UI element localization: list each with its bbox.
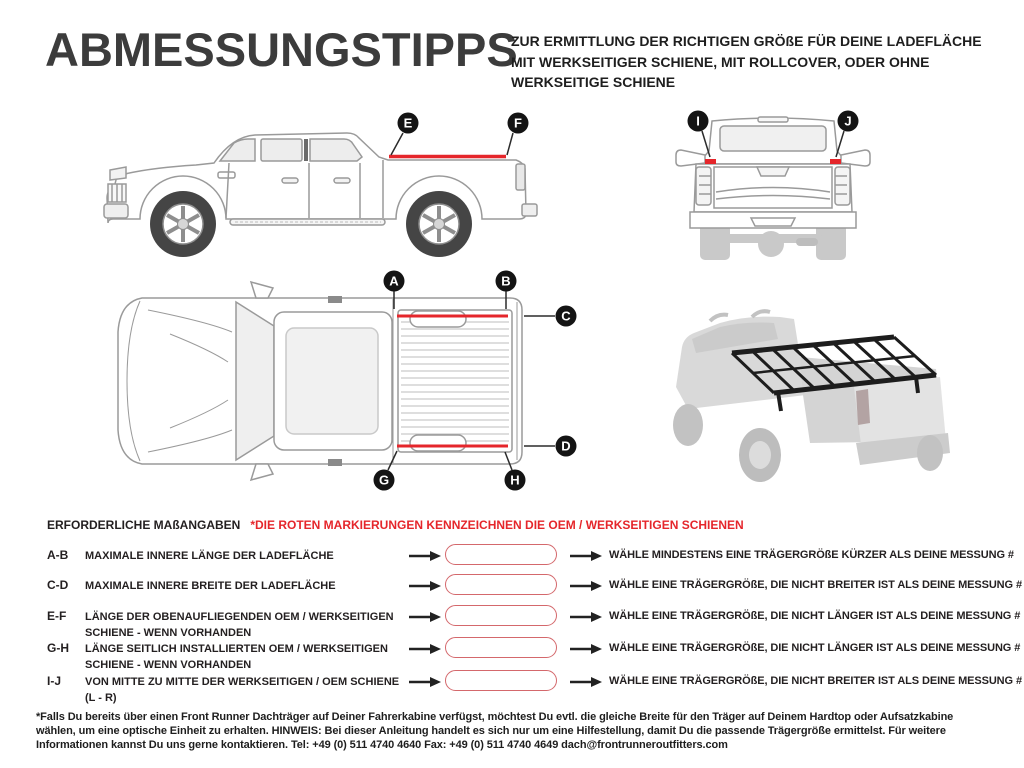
svg-text:F: F [514, 115, 522, 131]
measurement-id: G-H [47, 641, 69, 655]
rear-wheel [406, 191, 472, 257]
measurement-id: E-F [47, 609, 67, 623]
svg-text:H: H [510, 472, 520, 488]
marker-c [524, 306, 577, 327]
footnote: *Falls Du bereits über einen Front Runner Dachträger auf Deiner Fahrerkabine verfügst, möchtest Du evtl. die gleiche Breite für den Träger auf Deinem Hardtop oder Aufsatzkabine wählen, um eine optische Einheit zu erhalten. HINWEIS: Bei dieser Anleitung handelt es sich nur um eine Hilfestellung, damit Du die passende Trägergröße ermittelst. Für weitere Informationen kannst Du uns gerne kontaktieren. Tel: +49 (0) 511 4740 4640 Fax: +49 (0) 511 4740 4649 dach@frontrunneroutfitters.com [36, 711, 954, 751]
pickup-rear-view-illustration [658, 106, 888, 266]
svg-text:A: A [389, 273, 399, 289]
arrow-right-icon [569, 676, 603, 688]
measurement-label: VON MITTE ZU MITTE DER WERKSEITIGEN / OEM SCHIENE (L - R) [85, 676, 400, 704]
marker-d [524, 436, 577, 457]
marker-e [391, 113, 419, 156]
measurement-value-field[interactable] [445, 605, 557, 626]
svg-text:C: C [561, 308, 571, 324]
arrow-right-icon [408, 643, 442, 655]
arrow-right-icon [408, 580, 442, 592]
marker-f [507, 113, 529, 156]
front-wheel [150, 191, 216, 257]
truck-body [676, 117, 870, 228]
arrow-right-icon [569, 643, 603, 655]
measurement-id: A-B [47, 548, 69, 562]
measurement-instruction: WÄHLE EINE TRÄGERGRÖßE, DIE NICHT BREITER IST ALS DEINE MESSUNG # [609, 579, 1022, 591]
marker-i [688, 111, 711, 158]
measurement-id: I-J [47, 674, 62, 688]
svg-text:D: D [561, 438, 571, 454]
measurement-value-field[interactable] [445, 574, 557, 595]
measurement-value-field[interactable] [445, 670, 557, 691]
arrow-right-icon [569, 550, 603, 562]
measurement-label: MAXIMALE INNERE BREITE DER LADEFLÄCHE [85, 580, 336, 592]
diagram-top-view [108, 268, 598, 498]
measurement-id: C-D [47, 578, 69, 592]
pillar-mark-bottom [328, 459, 342, 466]
pickup-with-bed-rack-illustration [648, 295, 978, 500]
measurement-row-cd [47, 577, 1022, 595]
svg-text:B: B [501, 273, 511, 289]
arrow-right-icon [569, 580, 603, 592]
marker-j [836, 111, 859, 158]
oem-rail-mark-left [705, 159, 716, 164]
page-subtitle: ZUR ERMITTLUNG DER RICHTIGEN GRÖßE FÜR DEINE LADEFLÄCHE MIT WERKSEITIGER SCHIENE, MIT ROLLCOVER, ODER OHNE WERKSEITIGE SCHIENE [511, 33, 982, 91]
measurement-row-ab [47, 547, 1014, 565]
oem-rail-mark-right [830, 159, 841, 164]
measurement-value-field[interactable] [445, 544, 557, 565]
pillar-mark-top [328, 296, 342, 303]
page-title: ABMESSUNGSTIPPS [45, 23, 518, 76]
measurement-instruction: WÄHLE MINDESTENS EINE TRÄGERGRÖßE KÜRZER ALS DEINE MESSUNG # [609, 549, 1014, 561]
arrow-right-icon [408, 611, 442, 623]
diagram-rack-view [648, 295, 978, 505]
measurement-instruction: WÄHLE EINE TRÄGERGRÖßE, DIE NICHT BREITER IST ALS DEINE MESSUNG # [609, 675, 1022, 687]
ghost-truck [673, 311, 950, 482]
arrow-right-icon [408, 676, 442, 688]
measurement-instruction: WÄHLE EINE TRÄGERGRÖßE, DIE NICHT LÄNGER IST ALS DEINE MESSUNG # [609, 610, 1021, 622]
undercarriage [700, 224, 846, 260]
svg-text:I: I [696, 113, 700, 129]
measurements-heading-label: ERFORDERLICHE MAßANGABEN [47, 518, 241, 532]
diagram-side-view [98, 106, 548, 271]
diagram-rear-view [658, 106, 888, 271]
pickup-top-view-illustration [108, 268, 598, 493]
measurement-label: LÄNGE DER OBENAUFLIEGENDEN OEM / WERKSEITIGEN SCHIENE - WENN VORHANDEN [85, 611, 394, 639]
measurement-label: MAXIMALE INNERE LÄNGE DER LADEFLÄCHE [85, 550, 334, 562]
measurement-instruction: WÄHLE EINE TRÄGERGRÖßE, DIE NICHT LÄNGER IST ALS DEINE MESSUNG # [609, 642, 1021, 654]
measurements-heading [47, 518, 744, 532]
measurement-value-field[interactable] [445, 637, 557, 658]
svg-text:J: J [844, 113, 852, 129]
measurement-row-ij [47, 673, 1022, 707]
red-markings-note: *DIE ROTEN MARKIERUNGEN KENNZEICHNEN DIE OEM / WERKSEITIGEN SCHIENEN [250, 518, 744, 532]
pickup-side-view-illustration [98, 106, 548, 266]
measurement-row-gh [47, 640, 1021, 674]
svg-text:G: G [378, 472, 390, 488]
measurement-label: LÄNGE SEITLICH INSTALLIERTEN OEM / WERKSEITIGEN SCHIENE - WENN VORHANDEN [85, 643, 388, 671]
svg-text:E: E [403, 115, 413, 131]
arrow-right-icon [569, 611, 603, 623]
arrow-right-icon [408, 550, 442, 562]
